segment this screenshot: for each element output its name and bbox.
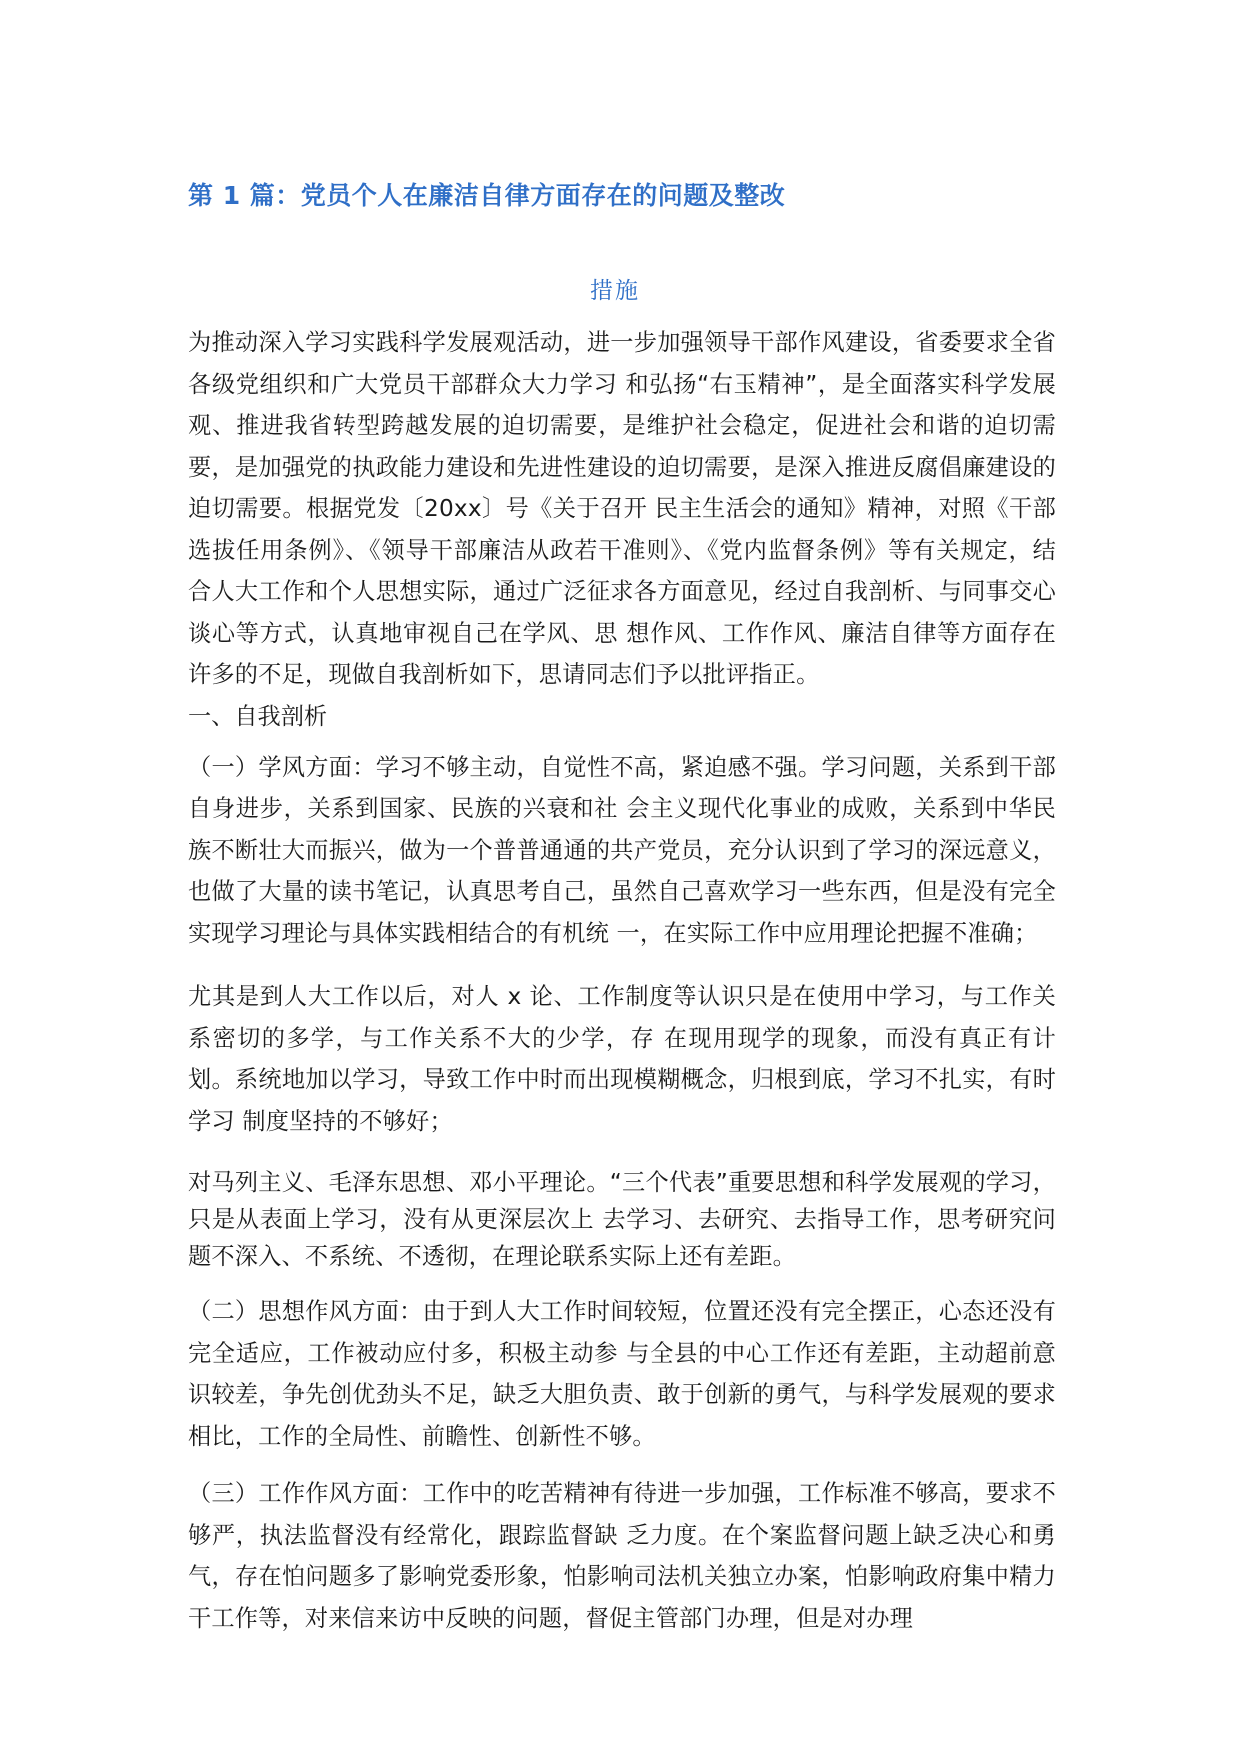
paragraph-work-style: （三）工作作风方面：工作中的吃苦精神有待进一步加强，工作标准不够高，要求不够严，执法监督没有经常化，跟踪监督缺 乏力度。在个案监督问题上缺乏决心和勇气，存在怕问题多了影响党委形象，怕影响司法机关独立办案，怕影响政府集中精力 干工作等，对来信来访中反映的问题，督促主管部门办理，但是对办理 [188, 1480, 1056, 1632]
section-heading-self-analysis: 一、自我剖析 [188, 702, 328, 730]
document-title: 第 1 篇：党员个人在廉洁自律方面存在的问题及整改 [188, 181, 786, 210]
paragraph-intro: 为推动深入学习实践科学发展观活动，进一步加强领导干部作风建设，省委要求全省各级党组织和广大党员干部群众大力学习 和弘扬“右玉精神”，是全面落实科学发展观、推进我省转型跨越发展的迫切需要，是维护社会稳定，促进社会和谐的迫切需 要，是加强党的执政能力建设和先进性建设的迫切需要，是深入推进反腐倡廉建设的迫切需要。根据党发〔20xx〕号《关于召开 民主生活会的通知》精神，对照《干部选拔任用条例》、《领导干部廉洁从政若干准则》、《党内监督条例》等有关规定，结 合人大工作和个人思想实际，通过广泛征求各方面意见，经过自我剖析、与同事交心谈心等方式，认真地审视自己在学风、思 想作风、工作作风、廉洁自律等方面存在许多的不足，现做自我剖析如下，思请同志们予以批评指正。 [188, 329, 1056, 688]
document-body [188, 322, 1056, 1639]
document-subtitle: 措施 [590, 278, 640, 304]
paragraph-thinking-style: （二）思想作风方面：由于到人大工作时间较短，位置还没有完全摆正，心态还没有完全适应，工作被动应付多，积极主动参 与全县的中心工作还有差距，主动超前意识较差，争先创优劲头不足，缺乏大胆负责、敢于创新的勇气，与科学发展观的要求 相比，工作的全局性、前瞻性、创新性不够。 [188, 1298, 1056, 1450]
paragraph-theory-study: 对马列主义、毛泽东思想、邓小平理论。“三个代表”重要思想和科学发展观的学习，只是从表面上学习，没有从更深层次上 去学习、去研究、去指导工作，思考研究问题不深入、不系统、不透彻，在理论联系实际上还有差距。 [188, 1169, 1056, 1270]
paragraph-people-congress-work: 尤其是到人大工作以后，对人 x 论、工作制度等认识只是在使用中学习，与工作关系密切的多学，与工作关系不大的少学，存 在现用现学的现象，而没有真正有计划。系统地加以学习，导致工作中时而出现模糊概念，归根到底，学习不扎实，有时学习 制度坚持的不够好； [188, 983, 1056, 1135]
paragraph-study-style: （一）学风方面：学习不够主动，自觉性不高，紧迫感不强。学习问题，关系到干部自身进步，关系到国家、民族的兴衰和社 会主义现代化事业的成败，关系到中华民族不断壮大而振兴，做为一个普普通通的共产党员，充分认识到了学习的深远意义， 也做了大量的读书笔记，认真思考自己，虽然自己喜欢学习一些东西，但是没有完全实现学习理论与具体实践相结合的有机统 一，在实际工作中应用理论把握不准确； [188, 753, 1056, 947]
